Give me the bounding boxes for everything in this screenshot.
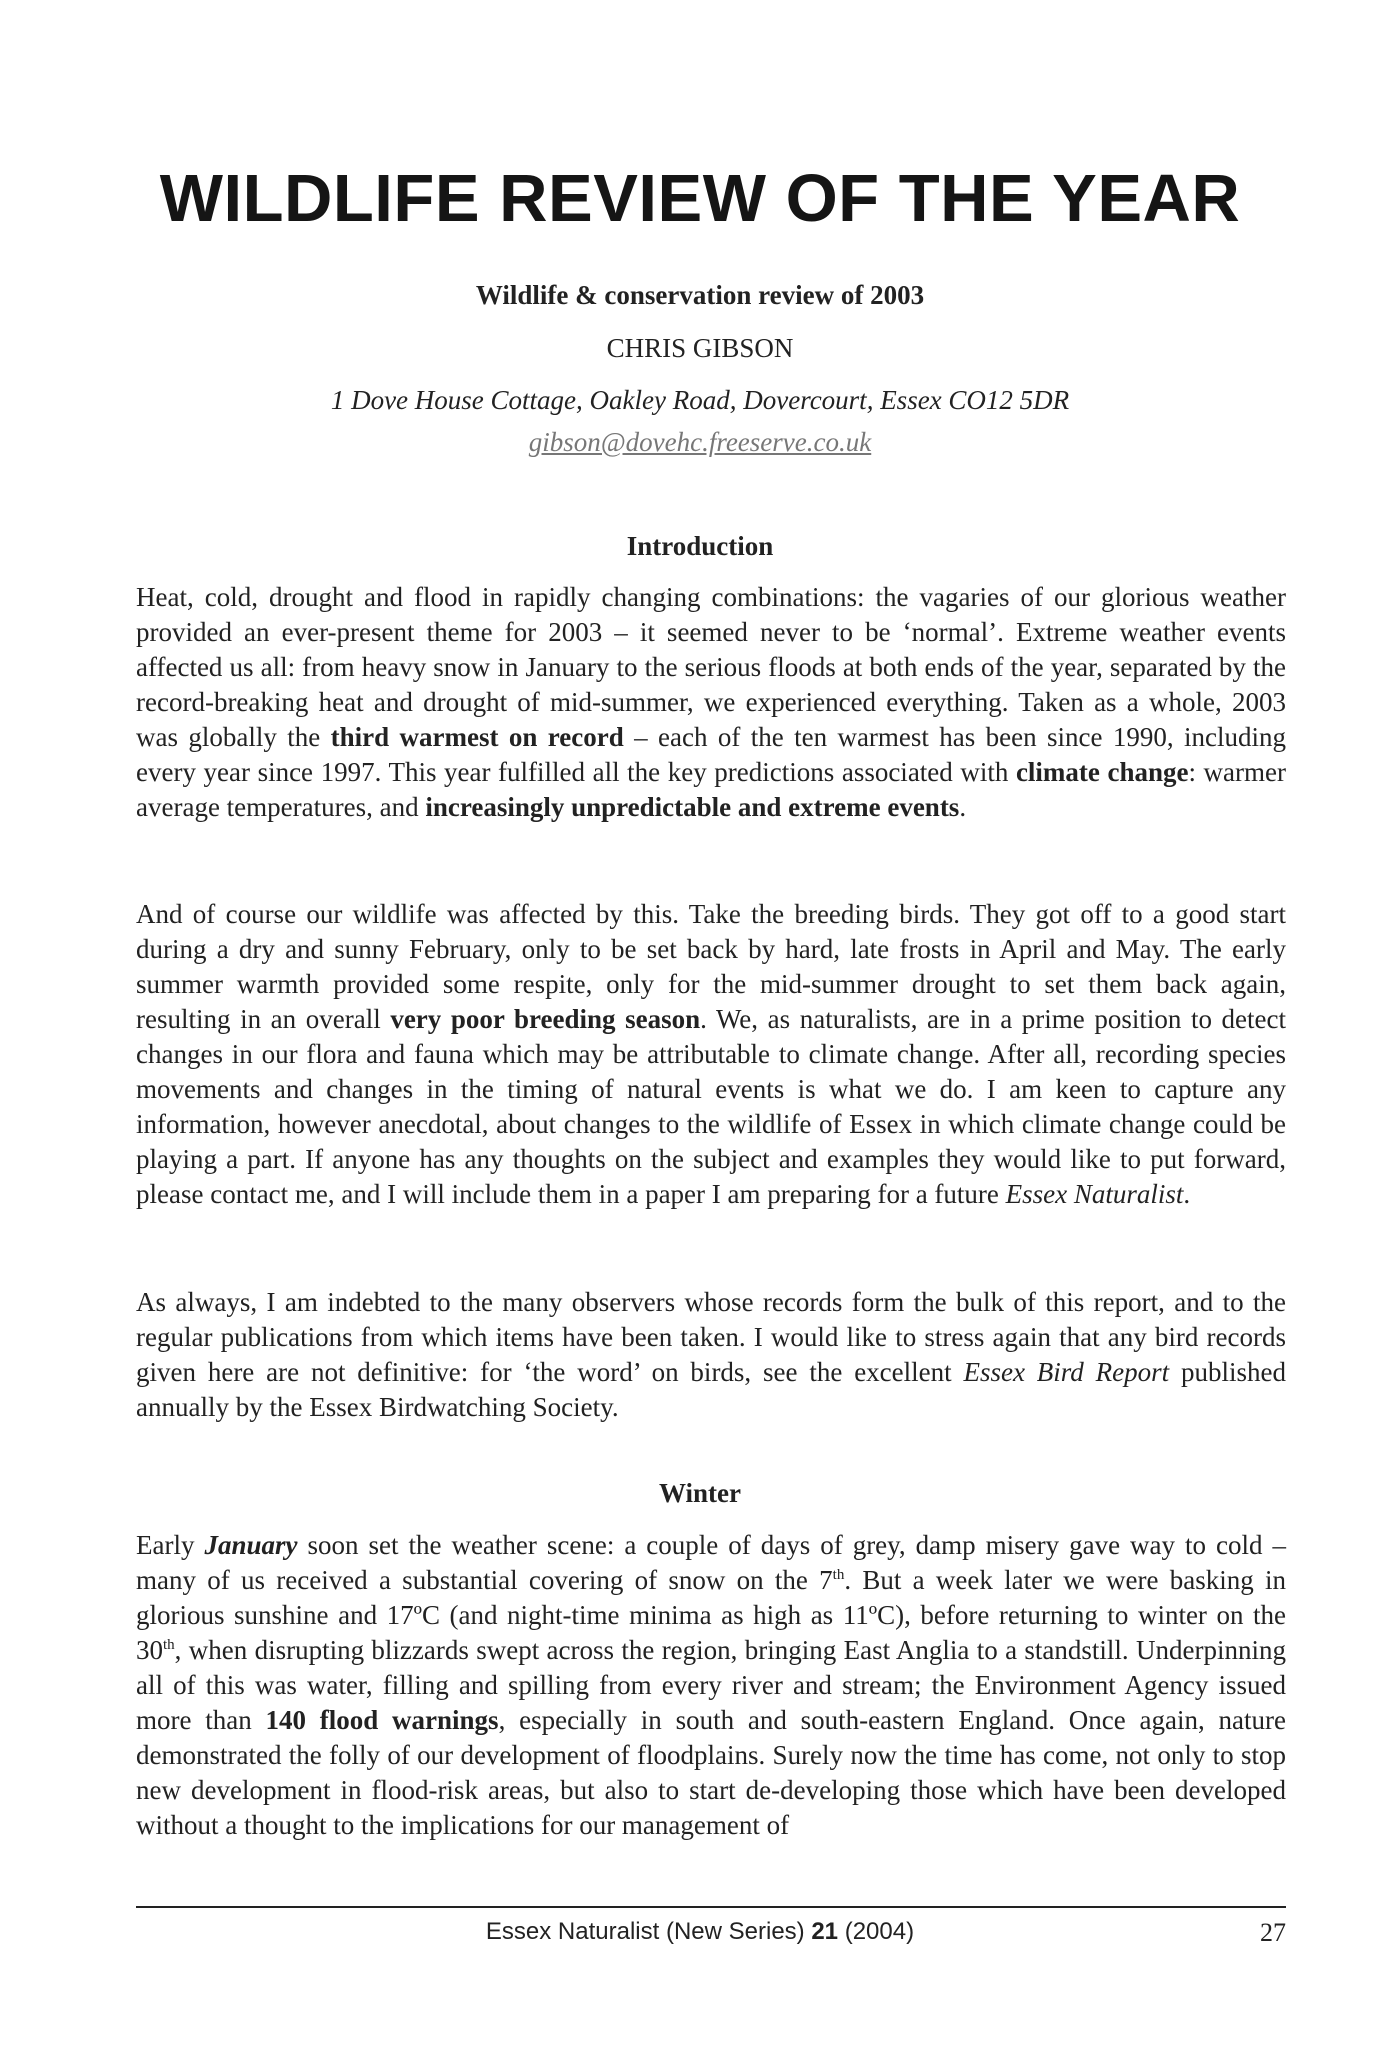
publication-title-essex-naturalist: Essex Naturalist [1005, 1179, 1184, 1209]
text-run: : warmer average temperatures, and [136, 757, 1286, 822]
journal-volume: 21 [811, 1918, 839, 1945]
emphasis-third-warmest: third warmest on record [330, 722, 624, 752]
text-run: . [959, 792, 967, 822]
ordinal-suffix: th [163, 1637, 175, 1653]
text-run: As always, I am indebted to the many observers whose records form the bulk of this report, and to the regular publications from which items have been taken. I would like to stress again that any bird records given here are not definitive: for ‘the word’ on birds, see the excellent [136, 1287, 1286, 1387]
section-heading-winter: Winter [659, 1478, 741, 1508]
emphasis-january: January [204, 1530, 298, 1560]
text-run: soon set the weather scene: a couple of days of grey, damp misery gave way to cold – many of us received a substantial covering of snow on the 7 [136, 1530, 1286, 1595]
text-run: . We, as naturalists, are in a prime position to detect changes in our flora and fauna which may be attributable to climate change. After all, recording species movements and changes in the timing of natural events is what we do. I am keen to capture any information, however anecdotal, about changes to the wildlife of Essex in which climate change could be playing a part. If anyone has any thoughts on the subject and examples they would like to put forward, please contact me, and I will include them in a paper I am preparing for a future [136, 1004, 1287, 1209]
text-run: . [1183, 1179, 1191, 1209]
emphasis-extreme-events: increasingly unpredictable and extreme events [425, 792, 960, 822]
intro-paragraph-3 [136, 1285, 1286, 1425]
text-run: . But a week later we were basking in glorious sunshine and 17ºC (and night-time minima as high as 11ºC), before returning to winter on the 30 [136, 1565, 1287, 1665]
author-email-link[interactable]: gibson@dovehc.freeserve.co.uk [528, 427, 872, 457]
footer-divider [136, 1906, 1286, 1908]
text-run: , especially in south and south-eastern England. Once again, nature demonstrated the folly of our development of floodplains. Surely now the time has come, not only to stop new development in flood-risk areas, but also to start de-developing those which have been developed without a thought to the implications for our management of [136, 1705, 1286, 1840]
emphasis-flood-warnings: 140 flood warnings [265, 1705, 499, 1735]
page-number: 27 [1260, 1918, 1286, 1947]
journal-name: Essex Naturalist (New Series) [485, 1918, 805, 1945]
intro-paragraph-1 [136, 580, 1286, 825]
article-title: WILDLIFE REVIEW OF THE YEAR [159, 161, 1241, 236]
text-run: , when disrupting blizzards swept across the region, bringing East Anglia to a standstill. Underpinning all of this was water, filling and spilling from every river and stream; the Environment Agency issued more than [136, 1635, 1286, 1735]
section-heading-introduction: Introduction [626, 531, 774, 561]
emphasis-climate-change: climate change [1015, 757, 1189, 787]
emphasis-poor-breeding: very poor breeding season [390, 1004, 701, 1034]
ordinal-suffix: th [832, 1567, 845, 1583]
publication-title-essex-bird-report: Essex Bird Report [963, 1357, 1170, 1387]
author-address: 1 Dove House Cottage, Oakley Road, Dovercourt, Essex CO12 5DR [330, 385, 1070, 415]
text-run: Early [136, 1530, 205, 1560]
text-run: Heat, cold, drought and flood in rapidly changing combinations: the vagaries of our glorious weather provided an ever-present theme for 2003 – it seemed never to be ‘normal’. Extreme weather events affected us all: from heavy snow in January to the serious floods at both ends of the year, separated by the record-breaking heat and drought of mid-summer, we experienced everything. Taken as a whole, 2003 was globally the [136, 582, 1286, 752]
article-subtitle: Wildlife & conservation review of 2003 [475, 280, 925, 310]
author-name: CHRIS GIBSON [606, 333, 794, 363]
intro-paragraph-2 [136, 897, 1286, 1212]
journal-year: (2004) [844, 1918, 915, 1945]
journal-citation [0, 1918, 1400, 1946]
text-run: – each of the ten warmest has been since 1990, including every year since 1997. This year fulfilled all the key predictions associated with [136, 722, 1287, 787]
winter-paragraph-1 [136, 1528, 1286, 1843]
text-run: And of course our wildlife was affected by this. Take the breeding birds. They got off to a good start during a dry and sunny February, only to be set back by hard, late frosts in April and May. The early summer warmth provided some respite, only for the mid-summer drought to set them back again, resulting in an overall [136, 899, 1286, 1034]
text-run: published annually by the Essex Birdwatching Society. [136, 1357, 1286, 1422]
